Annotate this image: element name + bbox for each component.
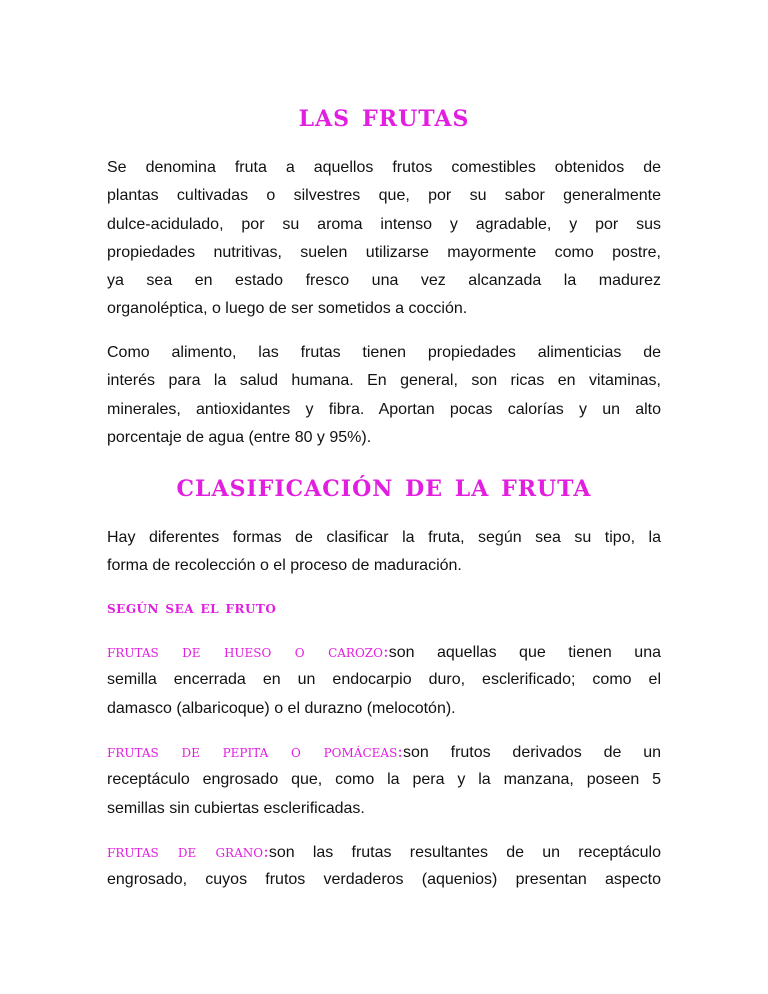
text-line: interés para la salud humana. En general, son ricas en vitaminas, — [107, 372, 661, 390]
item-paragraph — [107, 638, 661, 723]
item-term: frutas de hueso o carozo: — [107, 642, 389, 662]
item-term: frutas de grano: — [107, 842, 269, 862]
text-line: propiedades nutritivas, suelen utilizarse mayormente como postre, — [107, 243, 661, 261]
document-title: las frutas — [298, 96, 470, 134]
item-term: frutas de pepita o pomáceas: — [107, 742, 404, 762]
text-line: engrosado, cuyos frutos verdaderos (aquenios) presentan aspecto — [107, 871, 661, 889]
section-heading: clasificación de la fruta — [176, 468, 592, 504]
item-paragraph — [107, 738, 661, 823]
text-line: damasco (albaricoque) o el durazno (melocotón). — [107, 699, 456, 717]
text-line: organoléptica, o luego de ser sometidos a cocción. — [107, 300, 468, 318]
text-line: ya sea en estado fresco una vez alcanzada la madurez — [107, 272, 661, 290]
text-line: semilla encerrada en un endocarpio duro, esclerificado; como el — [107, 671, 661, 689]
item-text: son aquellas que tienen una — [388, 644, 661, 661]
text-line: Hay diferentes formas de clasificar la fruta, según sea su tipo, la — [107, 529, 661, 546]
intro-paragraph-1 — [107, 154, 661, 324]
text-line: Se denomina fruta a aquellos frutos comestibles obtenidos de — [107, 159, 661, 176]
item-text: son las frutas resultantes de un receptáculo — [268, 844, 662, 861]
text-line: dulce-acidulado, por su aroma intenso y agradable, y por sus — [107, 215, 661, 233]
section-intro-paragraph — [107, 524, 661, 581]
intro-paragraph-2 — [107, 339, 661, 452]
subheading-text: según sea el fruto — [107, 598, 277, 618]
item-text: son frutos derivados de un — [403, 744, 661, 761]
text-line: receptáculo engrosado que, como la pera y la manzana, poseen 5 — [107, 771, 661, 789]
text-line: semillas sin cubiertas esclerificadas. — [107, 799, 365, 817]
text-line: Como alimento, las frutas tienen propiedades alimenticias de — [107, 344, 661, 361]
text-line: forma de recolección o el proceso de maduración. — [107, 557, 462, 575]
text-line: minerales, antioxidantes y fibra. Aportan pocas calorías y un alto — [107, 400, 661, 418]
text-line: plantas cultivadas o silvestres que, por su sabor generalmente — [107, 187, 661, 205]
text-line: porcentaje de agua (entre 80 y 95%). — [107, 428, 372, 446]
item-paragraph — [107, 838, 661, 895]
subheading — [107, 594, 661, 622]
